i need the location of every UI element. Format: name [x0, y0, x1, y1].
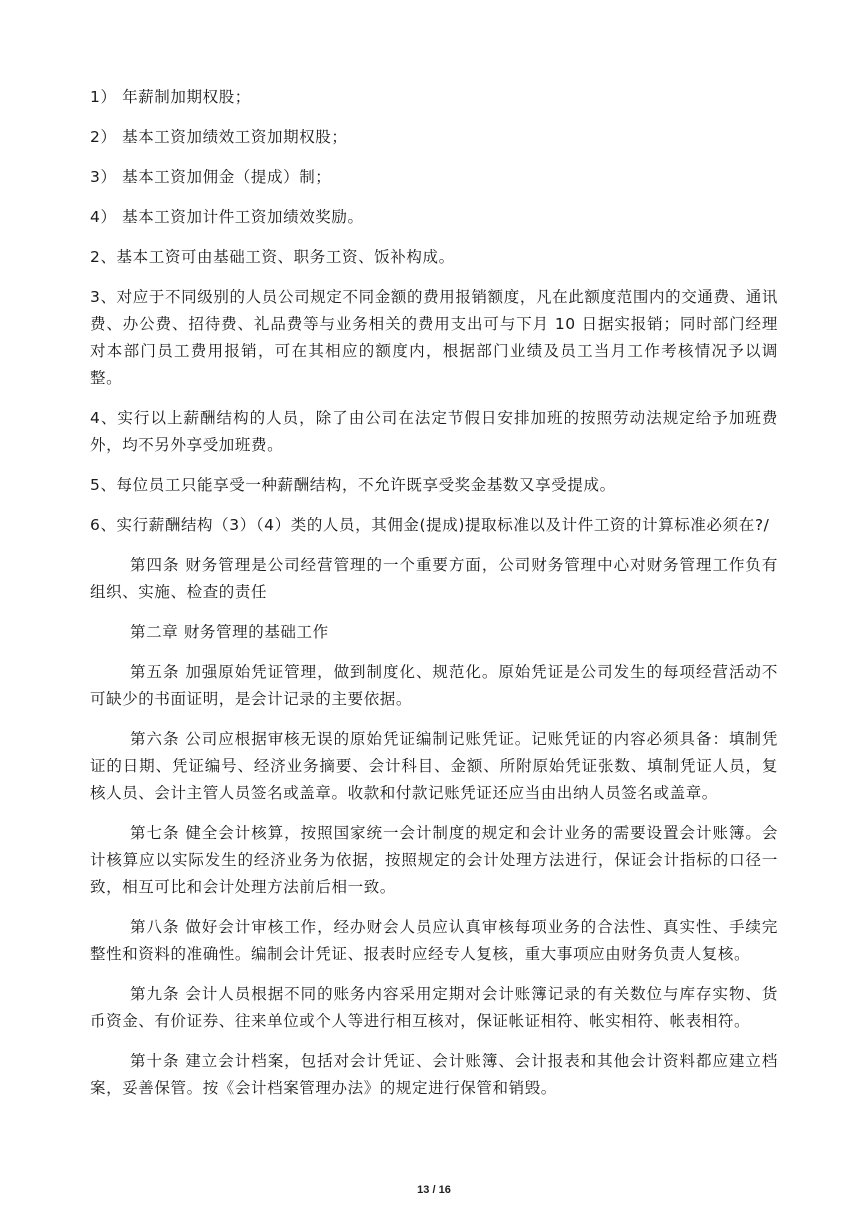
clause-expense-quota: 3、对应于不同级别的人员公司规定不同金额的费用报销额度，凡在此额度范围内的交通费、通讯费、办公费、招待费、礼品费等与业务相关的费用支出可与下月 10 日据实报销；同时部门经理对本部门员工费用报销，可在其相应的额度内，根据部门业绩及员工当月工作考核情况予以调整。 [90, 288, 778, 387]
list-item-1: 1） 年薪制加期权股； [90, 88, 251, 106]
list-item-4: 4） 基本工资加计件工资加绩效奖励。 [90, 208, 364, 226]
article-8: 第八条 做好会计审核工作，经办财会人员应认真审核每项业务的合法性、真实性、手续完整性和资料的准确性。编制会计凭证、报表时应经专人复核，重大事项应由财务负责人复核。 [90, 918, 778, 963]
clause-single-structure: 5、每位员工只能享受一种薪酬结构，不允许既享受奖金基数又享受提成。 [90, 476, 616, 494]
list-item-2: 2） 基本工资加绩效工资加期权股； [90, 128, 348, 146]
article-6: 第六条 公司应根据审核无误的原始凭证编制记账凭证。记账凭证的内容必须具备：填制凭证的日期、凭证编号、经济业务摘要、会计科目、金额、所附原始凭证张数、填制凭证人员，复核人员、会计主管人员签名或盖章。收款和付款记账凭证还应当由出纳人员签名或盖章。 [90, 730, 778, 802]
clause-base-salary: 2、基本工资可由基础工资、职务工资、饭补构成。 [90, 248, 455, 266]
article-10: 第十条 建立会计档案，包括对会计凭证、会计账簿、会计报表和其他会计资料都应建立档案，妥善保管。按《会计档案管理办法》的规定进行保管和销毁。 [90, 1052, 778, 1097]
article-7: 第七条 健全会计核算，按照国家统一会计制度的规定和会计业务的需要设置会计账簿。会计核算应以实际发生的经济业务为依据，按照规定的会计处理方法进行，保证会计指标的口径一致，相互可比和会计处理方法前后相一致。 [90, 824, 778, 896]
page-number: 13 / 16 [417, 1184, 451, 1196]
article-4: 第四条 财务管理是公司经营管理的一个重要方面，公司财务管理中心对财务管理工作负有组织、实施、检查的责任 [90, 556, 778, 601]
article-5: 第五条 加强原始凭证管理，做到制度化、规范化。原始凭证是公司发生的每项经营活动不可缺少的书面证明，是会计记录的主要依据。 [90, 663, 778, 708]
page-body [90, 84, 778, 1115]
article-9: 第九条 会计人员根据不同的账务内容采用定期对会计账簿记录的有关数位与库存实物、货币资金、有价证券、往来单位或个人等进行相互核对，保证帐证相符、帐实相符、帐表相符。 [90, 985, 778, 1030]
chapter-2-heading: 第二章 财务管理的基础工作 [130, 623, 329, 641]
clause-commission-standard: 6、实行薪酬结构（3）（4）类的人员，其佣金(提成)提取标准以及计件工资的计算标准必须在?/ [90, 516, 770, 534]
clause-overtime: 4、实行以上薪酬结构的人员，除了由公司在法定节假日安排加班的按照劳动法规定给予加班费外，均不另外享受加班费。 [90, 409, 778, 454]
list-item-3: 3） 基本工资加佣金（提成）制； [90, 168, 332, 186]
